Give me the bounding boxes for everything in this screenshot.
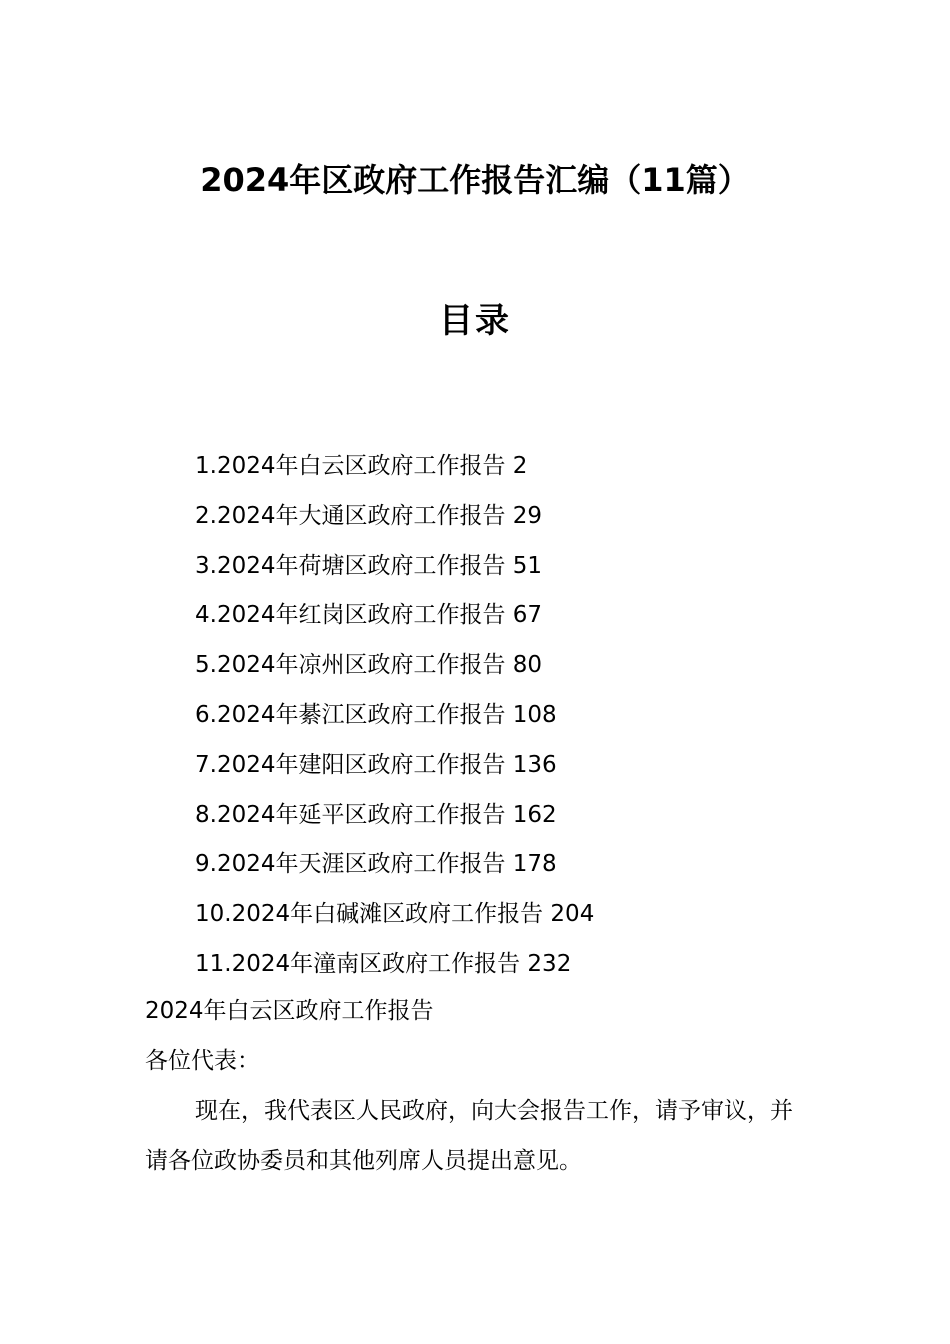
toc-item: 8.2024年延平区政府工作报告 162	[195, 801, 557, 828]
toc-item: 10.2024年白碱滩区政府工作报告 204	[195, 901, 595, 928]
toc-item: 11.2024年潼南区政府工作报告 232	[195, 950, 572, 977]
table-of-contents	[195, 442, 594, 990]
toc-item: 5.2024年凉州区政府工作报告 80	[195, 652, 543, 679]
toc-item: 1.2024年白云区政府工作报告 2	[195, 453, 528, 479]
toc-heading: 目录	[439, 301, 511, 341]
toc-item: 2.2024年大通区政府工作报告 29	[195, 502, 543, 529]
toc-item: 9.2024年天涯区政府工作报告 178	[195, 851, 557, 878]
document-title: 2024年区政府工作报告汇编（11篇）	[200, 161, 750, 199]
section-title: 2024年白云区政府工作报告	[145, 998, 434, 1024]
body-paragraph: 现在，我代表区人民政府，向大会报告工作，请予审议，并请各位政协委员和其他列席人员提出意见。	[145, 1098, 793, 1174]
salutation: 各位代表：	[145, 1048, 260, 1074]
toc-item: 7.2024年建阳区政府工作报告 136	[195, 751, 557, 778]
toc-item: 4.2024年红岗区政府工作报告 67	[195, 602, 543, 629]
toc-item: 6.2024年綦江区政府工作报告 108	[195, 701, 557, 728]
toc-item: 3.2024年荷塘区政府工作报告 51	[195, 552, 543, 579]
